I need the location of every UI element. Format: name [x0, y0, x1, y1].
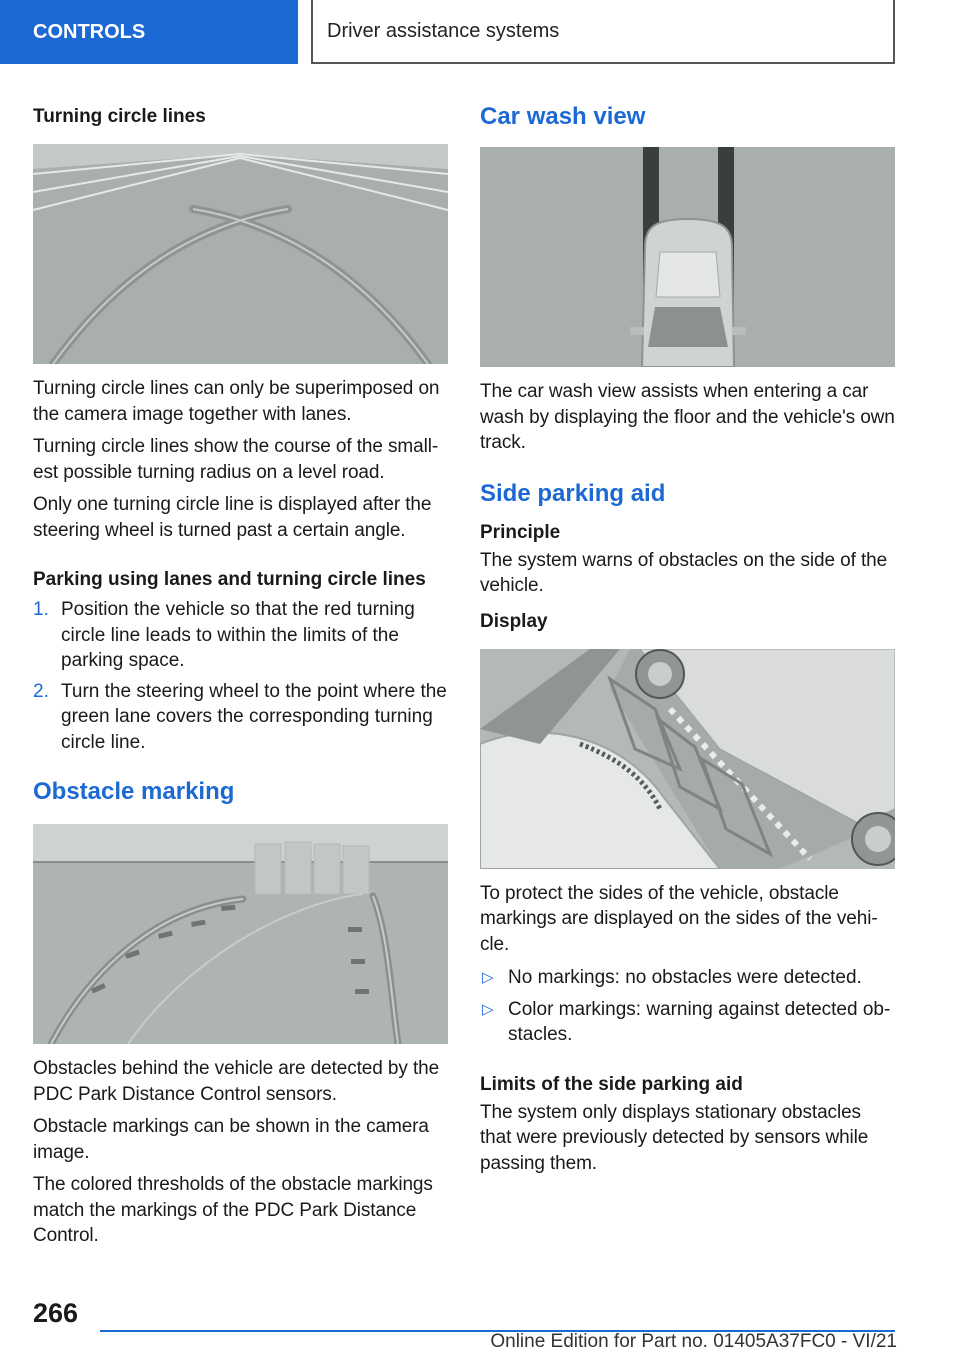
chapter-header	[311, 0, 895, 64]
list-item	[33, 679, 448, 756]
triangle-bullet-icon: ▷	[482, 969, 494, 986]
step-text: Turn the steering wheel to the point where the green lane covers the corresponding turning circle line.	[61, 680, 447, 753]
side-parking-aid-heading: Side parking aid	[480, 479, 666, 507]
edition-note: Online Edition for Part no. 01405A37FC0 - VI/21	[490, 1331, 897, 1352]
limits-paragraph: The system only displays stationary obstacles that were previously detected by sensors while passing them.	[480, 1101, 869, 1174]
turning-circle-paragraph-2: Turning circle lines show the course of the smallest possible turning radius on a level road.	[33, 436, 439, 483]
triangle-bullet-icon: ▷	[482, 1000, 494, 1018]
car-wash-paragraph: The car wash view assists when entering a car wash by displaying the floor and the vehicle's own track.	[480, 381, 895, 453]
section-tab	[0, 0, 298, 64]
car-wash-view-illustration	[480, 147, 895, 367]
obstacle-marking-illustration	[33, 824, 448, 1044]
principle-title: Principle	[480, 521, 561, 543]
list-item	[33, 597, 448, 674]
obstacle-paragraph-2: Obstacle markings can be shown in the camera image.	[33, 1116, 429, 1163]
turning-circle-illustration	[33, 144, 448, 364]
chapter-title: Driver assistance systems	[327, 19, 560, 42]
section-title: CONTROLS	[33, 20, 146, 43]
car-wash-view-heading: Car wash view	[480, 103, 646, 130]
obstacle-paragraph-1: Obstacles behind the vehicle are detected by the PDC Park Distance Control sensors.	[33, 1058, 440, 1105]
obstacle-paragraph-3: The colored thresholds of the obstacle markings match the markings of the PDC Park Distance Control.	[33, 1174, 433, 1246]
page-number: 266	[33, 1298, 79, 1328]
right-column	[480, 100, 895, 1176]
display-paragraph: To protect the sides of the vehicle, obstacle markings are displayed on the sides of the vehicle.	[480, 882, 878, 955]
bullet-text: No markings: no obstacles were detected.	[508, 967, 862, 988]
limits-title: Limits of the side parking aid	[480, 1073, 743, 1095]
step-number: 1.	[33, 599, 49, 620]
side-parking-illustration	[480, 649, 895, 869]
left-column	[33, 100, 448, 1249]
step-number: 2.	[33, 680, 49, 702]
bullet-text: Color markings: warning against detected obstacles.	[508, 998, 891, 1045]
parking-steps-list	[33, 597, 448, 755]
turning-circle-paragraph-3: Only one turning circle line is displayed after the steering wheel is turned past a certain angle.	[33, 494, 432, 541]
list-item	[480, 965, 895, 991]
display-title: Display	[480, 610, 548, 632]
turning-circle-title: Turning circle lines	[33, 106, 206, 127]
obstacle-marking-heading: Obstacle marking	[33, 778, 235, 805]
list-item	[480, 997, 895, 1048]
markings-bullet-list	[480, 965, 895, 1048]
principle-paragraph: The system warns of obstacles on the side of the vehicle.	[480, 549, 888, 596]
step-text: Position the vehicle so that the red turning circle line leads to within the limits of the parking space.	[61, 599, 415, 671]
turning-circle-paragraph-1: Turning circle lines can only be superimposed on the camera image together with lanes.	[33, 378, 440, 425]
parking-lanes-title: Parking using lanes and turning circle lines	[33, 569, 426, 590]
